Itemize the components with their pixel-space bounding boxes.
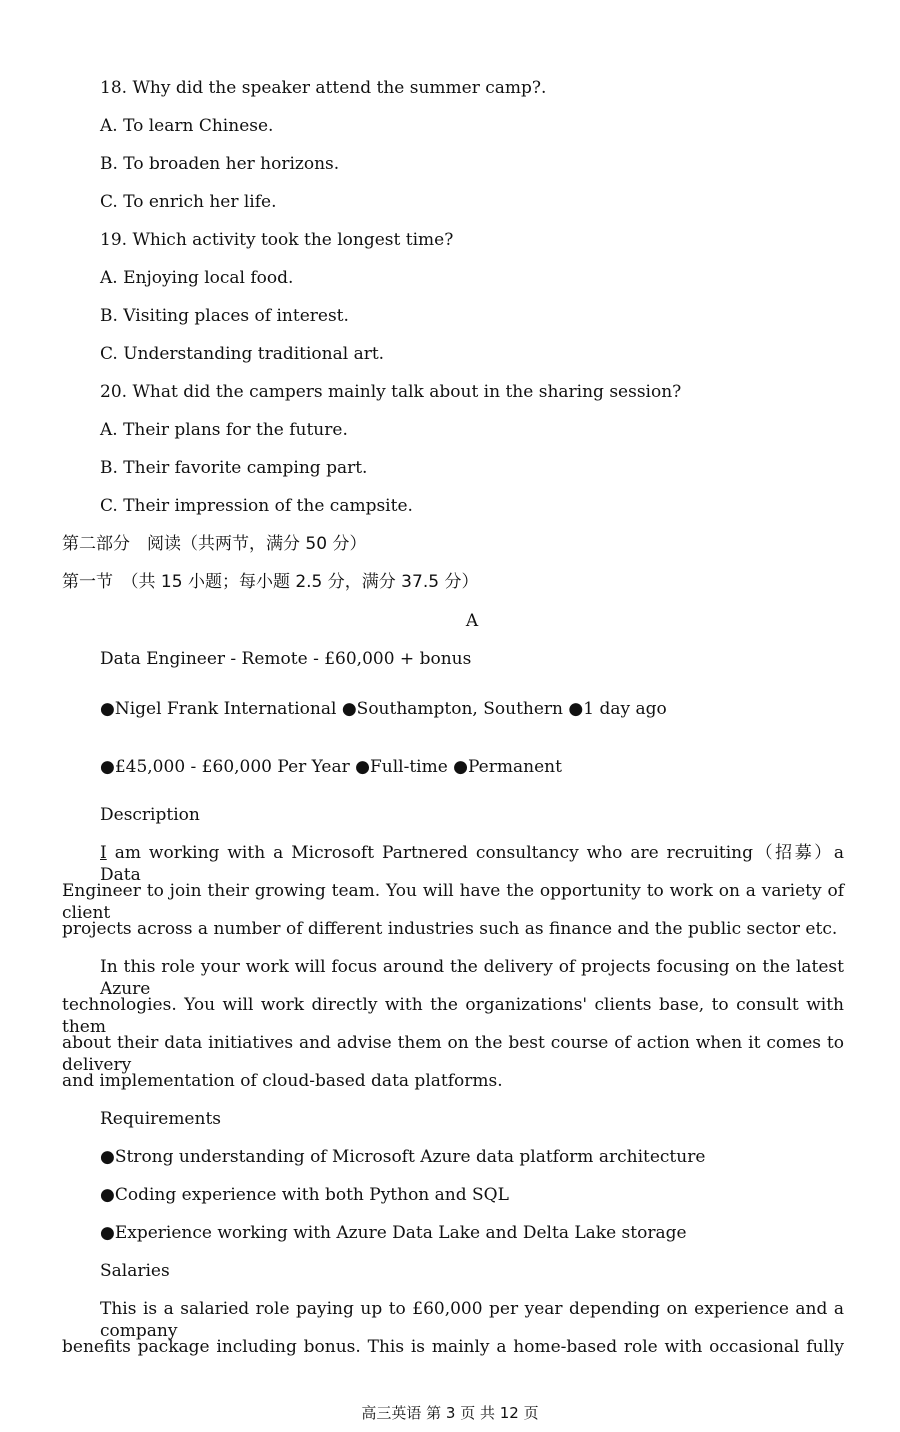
description-heading: Description [100, 805, 200, 825]
question-19-text: 19. Which activity took the longest time? [100, 230, 454, 250]
question-18-option-b: B. To broaden her horizons. [100, 154, 340, 174]
question-20-text: 20. What did the campers mainly talk about in the sharing session? [100, 382, 682, 402]
job-meta-company: ●Nigel Frank International ●Southampton, Southern ●1 day ago [100, 699, 667, 719]
question-20-option-c: C. Their impression of the campsite. [100, 496, 413, 516]
description-p1-line2: Engineer to join their growing team. You will have the opportunity to work on a variety of client [62, 881, 844, 923]
part-heading: 第二部分 阅读（共两节，满分 50 分） [62, 534, 367, 554]
section-heading: 第一节 （共 15 小题；每小题 2.5 分，满分 37.5 分） [62, 572, 479, 592]
page-footer: 高三英语 第 3 页 共 12 页 [361, 1404, 539, 1422]
underlined-word: I [100, 843, 107, 863]
question-19-option-c: C. Understanding traditional art. [100, 344, 385, 364]
description-p2-line2: technologies. You will work directly with the organizations' clients base, to consult with them [62, 995, 844, 1037]
salaries-line1: This is a salaried role paying up to £60,000 per year depending on experience and a company [100, 1299, 844, 1341]
requirement-item: ●Experience working with Azure Data Lake and Delta Lake storage [100, 1223, 687, 1243]
salaries-line2: benefits package including bonus. This is mainly a home-based role with occasional fully [62, 1337, 844, 1357]
question-18-text: 18. Why did the speaker attend the summer camp?. [100, 78, 547, 98]
requirement-item: ●Strong understanding of Microsoft Azure data platform architecture [100, 1147, 706, 1167]
requirements-heading: Requirements [100, 1109, 222, 1129]
description-p2-line1: In this role your work will focus around the delivery of projects focusing on the latest Azure [100, 957, 844, 999]
description-p1-line3: projects across a number of different industries such as finance and the public sector etc. [62, 919, 838, 939]
question-20-option-a: A. Their plans for the future. [100, 420, 348, 440]
question-19-option-b: B. Visiting places of interest. [100, 306, 349, 326]
question-18-option-c: C. To enrich her life. [100, 192, 277, 212]
question-18-option-a: A. To learn Chinese. [100, 116, 274, 136]
question-20-option-b: B. Their favorite camping part. [100, 458, 368, 478]
description-p1-line1-text: am working with a Microsoft Partnered consultancy who are recruiting（招募）a Data [100, 843, 844, 885]
requirement-item: ●Coding experience with both Python and SQL [100, 1185, 509, 1205]
description-p2-line4: and implementation of cloud-based data platforms. [62, 1071, 503, 1091]
job-meta-salary: ●£45,000 - £60,000 Per Year ●Full-time ●Permanent [100, 757, 562, 777]
passage-letter: A [465, 611, 479, 631]
job-title: Data Engineer - Remote - £60,000 + bonus [100, 649, 472, 669]
salaries-heading: Salaries [100, 1261, 170, 1281]
description-p2-line3: about their data initiatives and advise them on the best course of action when it comes to delivery [62, 1033, 844, 1075]
question-19-option-a: A. Enjoying local food. [100, 268, 294, 288]
